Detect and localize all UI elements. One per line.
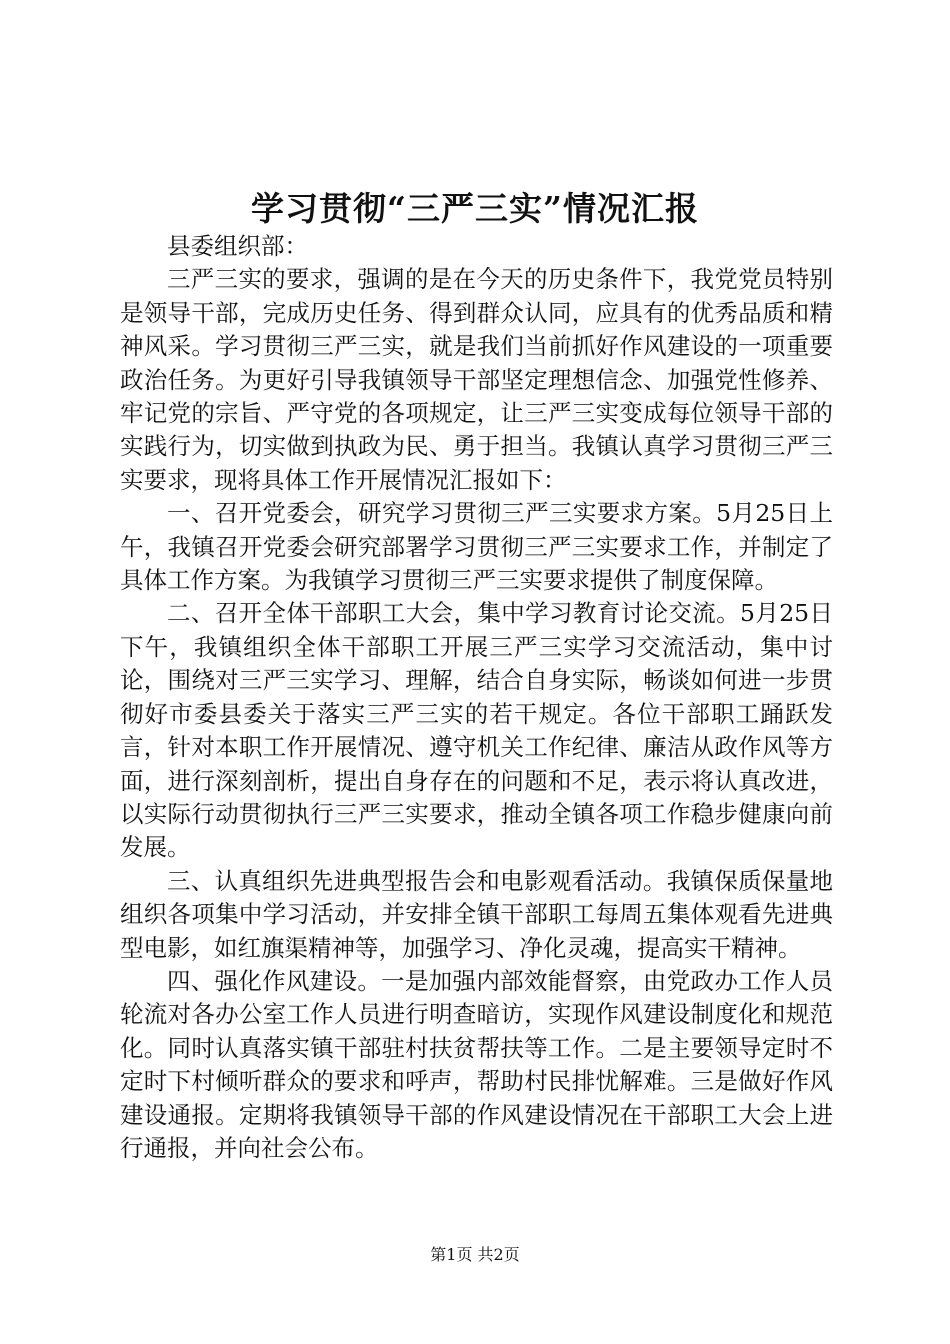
paragraph-section-1: 一、召开党委会，研究学习贯彻三严三实要求方案。5月25日上午，我镇召开党委会研究部署学习贯彻三严三实要求工作，并制定了具体工作方案。为我镇学习贯彻三严三实要求提供了制度保障。 [120,499,833,595]
page-number-footer: 第1页 共2页 [430,1245,520,1264]
document-body [120,230,833,1165]
salutation: 县委组织部： [167,232,308,260]
paragraph-section-4: 四、强化作风建设。一是加强内部效能督察，由党政办工作人员轮流对各办公室工作人员进行明查暗访，实现作风建设制度化和规范化。同时认真落实镇干部驻村扶贫帮扶等工作。二是主要领导定时不定时下村倾听群众的要求和呼声，帮助村民排忧解难。三是做好作风建设通报。定期将我镇领导干部的作风建设情况在干部职工大会上进行通报，并向社会公布。 [120,966,833,1162]
document-title: 学习贯彻“三严三实”情况汇报 [251,189,699,228]
paragraph-intro: 三严三实的要求，强调的是在今天的历史条件下，我党党员特别是领导干部，完成历史任务、得到群众认同，应具有的优秀品质和精神风采。学习贯彻三严三实，就是我们当前抓好作风建设的一项重要政治任务。为更好引导我镇领导干部坚定理想信念、加强党性修养、牢记党的宗旨、严守党的各项规定，让三严三实变成每位领导干部的实践行为，切实做到执政为民、勇于担当。我镇认真学习贯彻三严三实要求，现将具体工作开展情况汇报如下： [120,265,833,494]
paragraph-section-2: 二、召开全体干部职工大会，集中学习教育讨论交流。5月25日下午，我镇组织全体干部职工开展三严三实学习交流活动，集中讨论，围绕对三严三实学习、理解，结合自身实际，畅谈如何进一步贯彻好市委县委关于落实三严三实的若干规定。各位干部职工踊跃发言，针对本职工作开展情况、遵守机关工作纪律、廉洁从政作风等方面，进行深刻剖析，提出自身存在的问题和不足，表示将认真改进，以实际行动贯彻执行三严三实要求，推动全镇各项工作稳步健康向前发展。 [120,599,833,862]
paragraph-section-3: 三、认真组织先进典型报告会和电影观看活动。我镇保质保量地组织各项集中学习活动，并安排全镇干部职工每周五集体观看先进典型电影，如红旗渠精神等，加强学习、净化灵魂，提高实干精神。 [120,866,833,962]
